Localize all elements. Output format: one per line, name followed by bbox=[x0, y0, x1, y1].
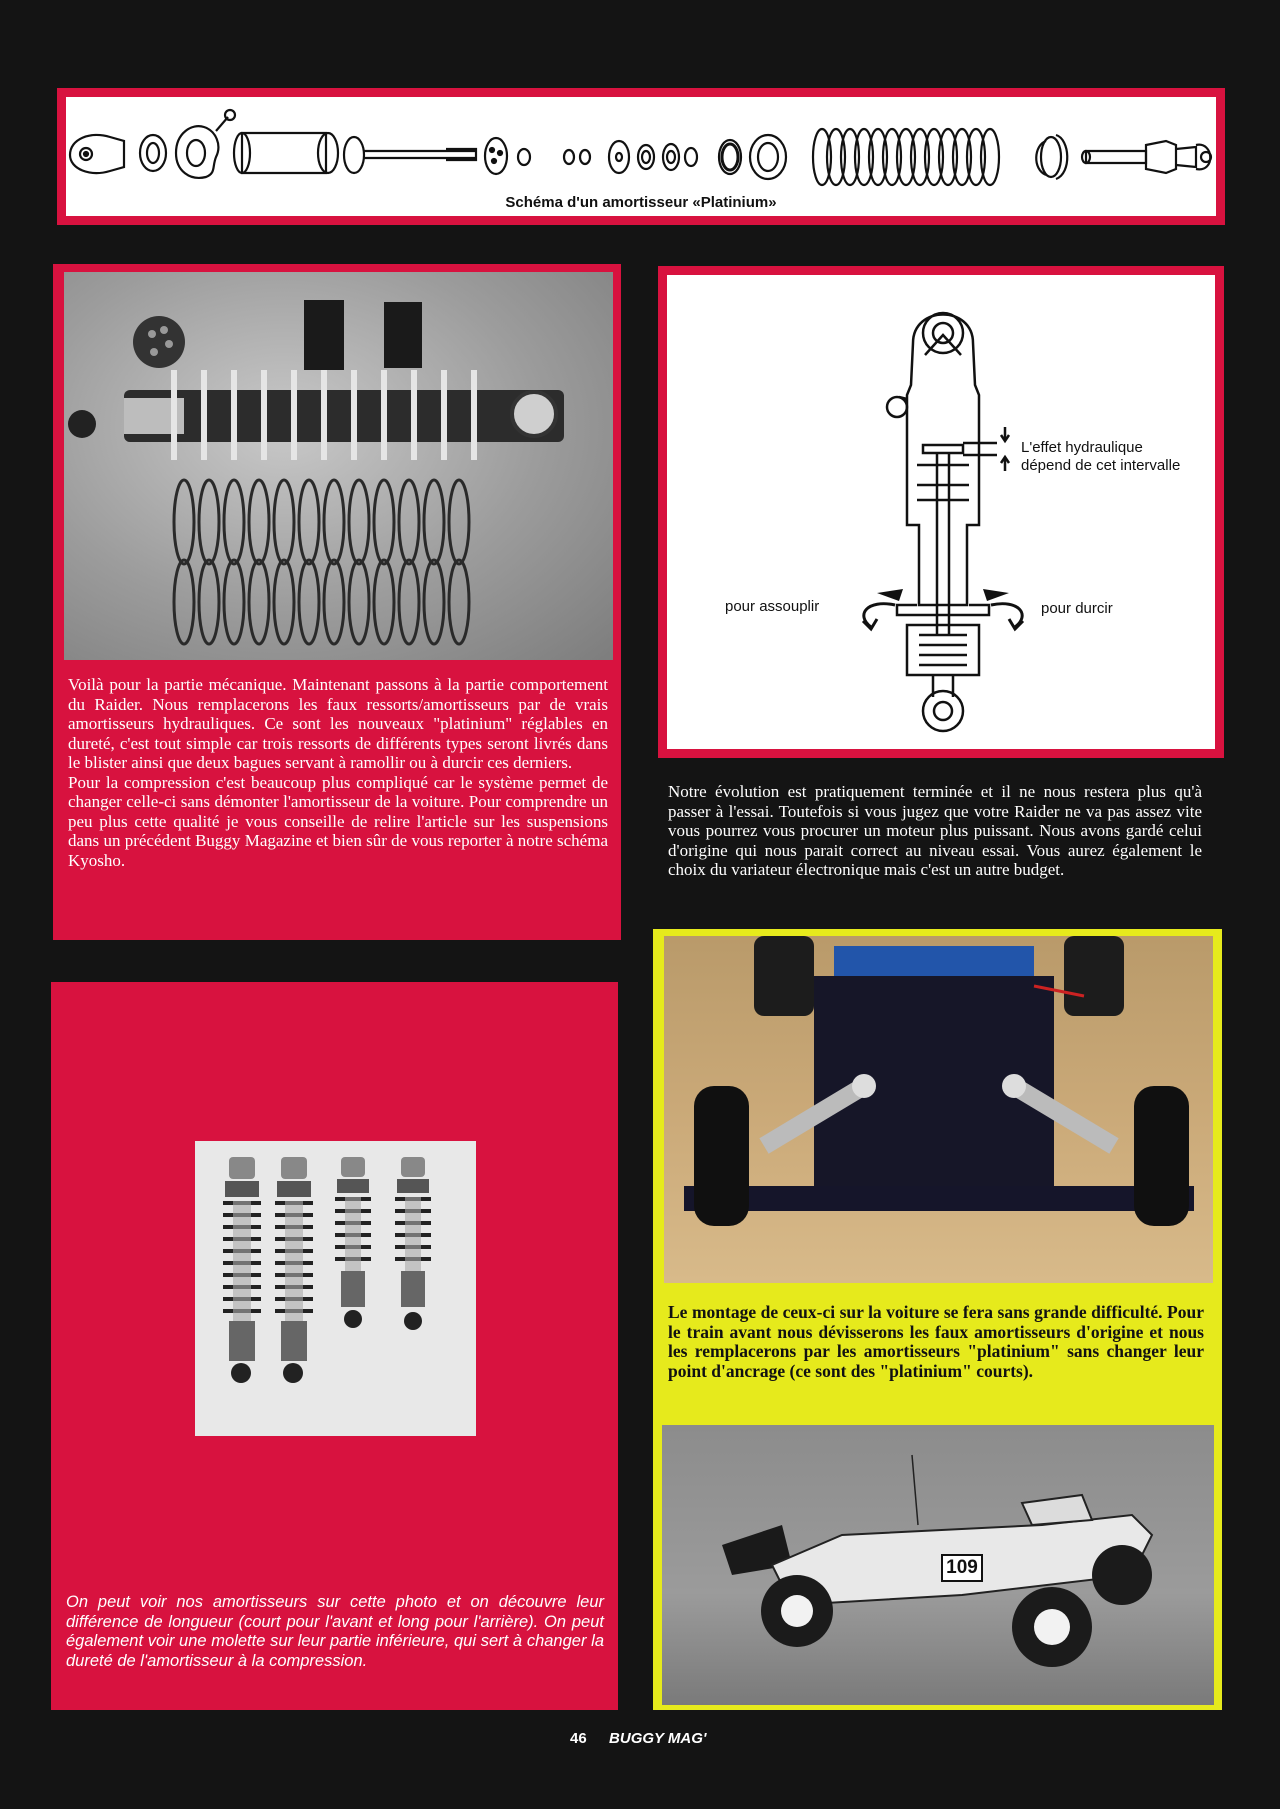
hydraulic-label-line-2: dépend de cet intervalle bbox=[1021, 457, 1181, 474]
evolution-caption: Notre évolution est pratiquement terminée et il ne nous restera plus qu'à passer à l'essai. Toutefois si vous jugez que votre Raider ne va pas assez vite vous pourrez vous procurer un moteur plus puissant. Nous avons gardé celui d'origine qui nous parait correct au niveau essai. Vous aurez également le choix du variateur électronique mais c'est un autre budget. bbox=[668, 782, 1202, 879]
race-car-photo bbox=[662, 1425, 1214, 1705]
soften-label: pour assouplir bbox=[725, 598, 820, 615]
mounting-caption: Le montage de ceux-ci sur la voiture se fera sans grande difficulté. Pour le train avant nous dévisserons les faux amortisseurs d'origine et nous les remplacerons par les amortisseurs "platinium" sans changer leur point d'ancrage (ce sont des "platinium" courts). bbox=[668, 1302, 1204, 1381]
lengths-caption: On peut voir nos amortisseurs sur cette photo et on découvre leur différence de longueur (court pour l'avant et long pour l'arrière). On peut également voir une molette sur leur partie inférieure, qui sert à changer la dureté de l'amortisseur à la compression. bbox=[66, 1593, 604, 1670]
shock-exploded-drawing bbox=[66, 101, 1216, 191]
schema-caption: Schéma d'un amortisseur «Platinium» bbox=[505, 194, 777, 211]
spring-drawing bbox=[813, 129, 999, 185]
chassis-photo bbox=[664, 936, 1213, 1283]
shock-springs-photo bbox=[64, 272, 613, 660]
schema-panel bbox=[66, 97, 1216, 216]
mechanics-paragraph-2: Pour la compression c'est beaucoup plus compliqué car le système permet de changer celle-ci sans démonter l'amortisseur de la voiture. Pour comprendre un peu plus cette qualité je vous conseille de relire l'article sur les suspensions dans un précédent Buggy Magazine et bien sûr de vous reporter à notre schéma Kyosho. bbox=[68, 772, 608, 870]
magazine-name: BUGGY MAG' bbox=[609, 1730, 707, 1747]
page-number: 46 bbox=[570, 1730, 587, 1747]
four-shocks-photo bbox=[195, 1141, 476, 1436]
hydraulic-label-line-1: L'effet hydraulique bbox=[1021, 439, 1143, 456]
car-number-plate: 109 bbox=[946, 1557, 978, 1578]
mechanics-caption bbox=[68, 675, 608, 870]
hydraulic-gap-label bbox=[1021, 439, 1180, 475]
mechanics-paragraph-1: Voilà pour la partie mécanique. Maintenant passons à la partie comportement du Raider. Nous remplacerons les faux ressorts/amortisseurs par de vrais amortisseurs hydrauliques. Ce sont les nouveaux "platinium" réglables en dureté, c'est tout simple car trois ressorts de différents types seront livrés dans le blister ainsi que deux bagues servant à ramollir ou à durcir ces derniers. bbox=[68, 675, 608, 772]
harden-label: pour durcir bbox=[1041, 600, 1113, 617]
shock-cross-section-diagram bbox=[667, 275, 1215, 749]
page-footer bbox=[570, 1730, 707, 1747]
